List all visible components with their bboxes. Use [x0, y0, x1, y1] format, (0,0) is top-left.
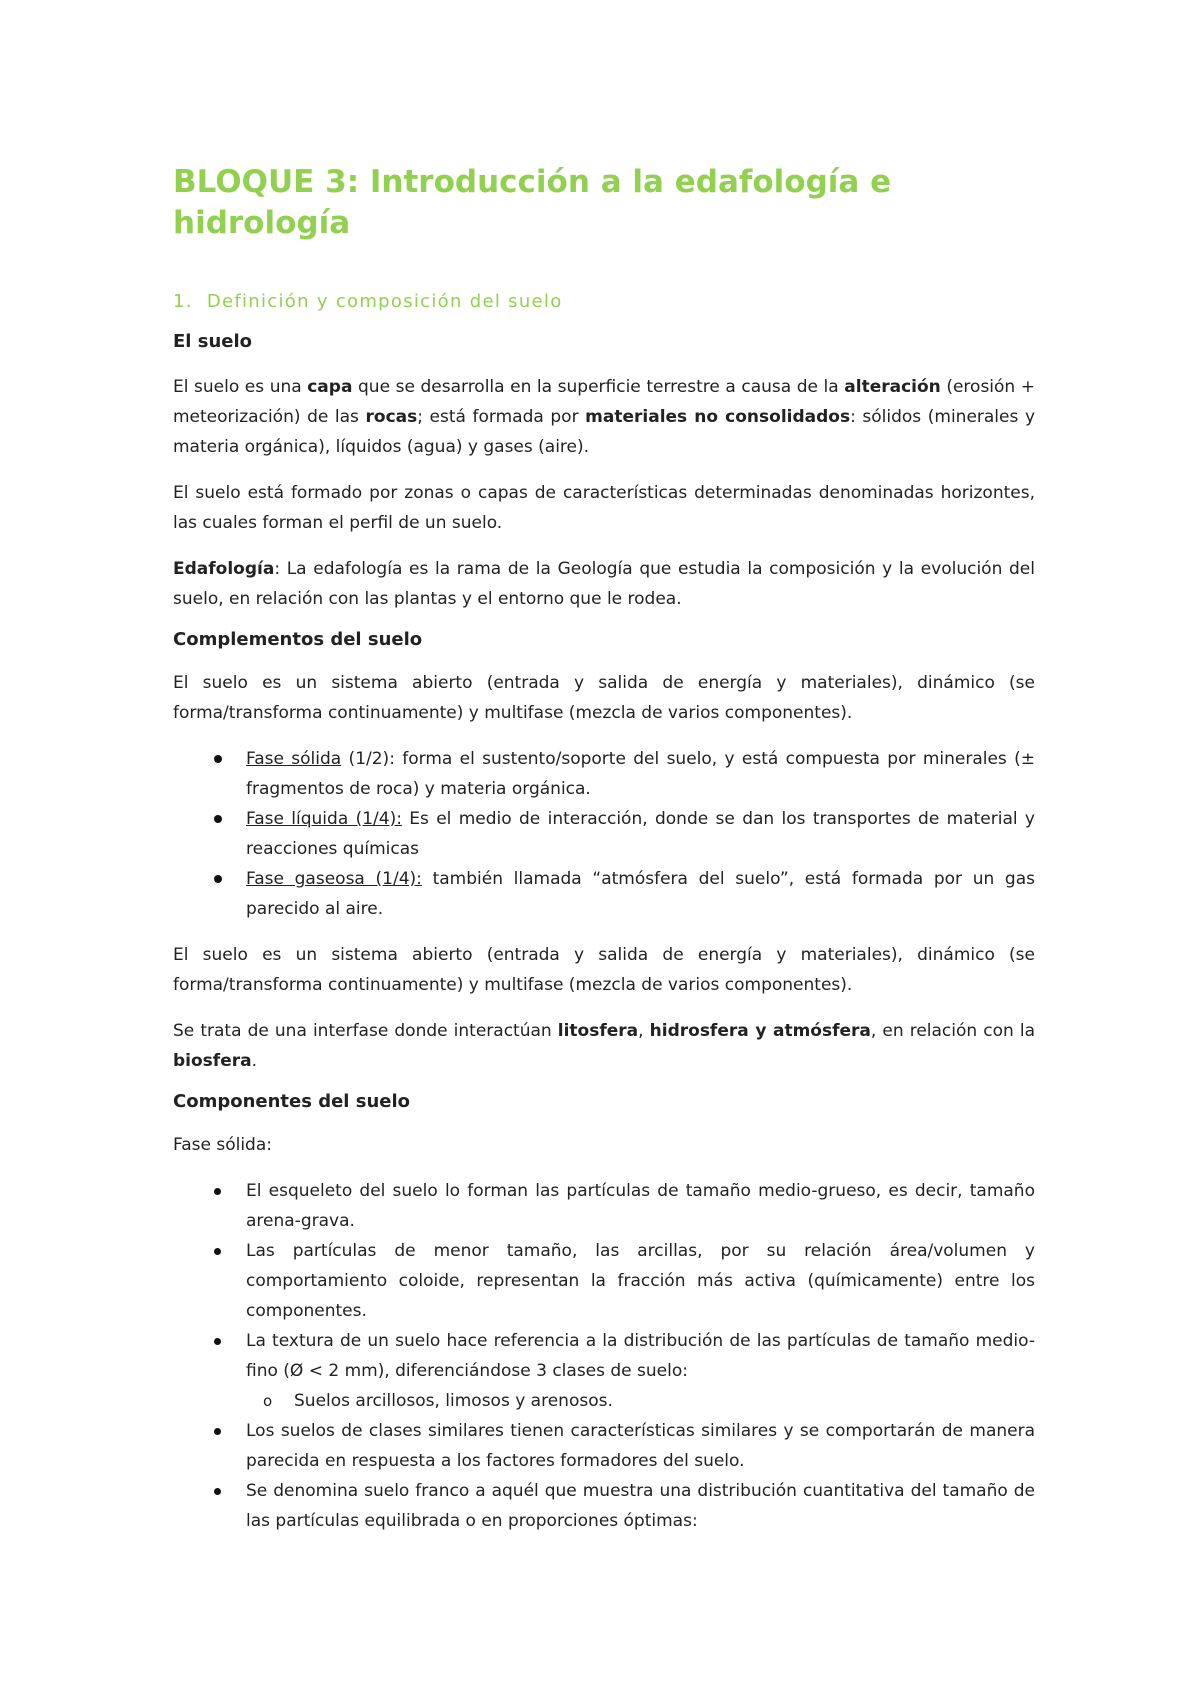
- paragraph-interfase: Se trata de una interfase donde interactúan litosfera, hidrosfera y atmósfera, en relación con la biosfera.: [173, 1021, 1035, 1071]
- componentes-list: [173, 1176, 1035, 1536]
- document-title: BLOQUE 3: Introducción a la edafología e hidrología: [173, 164, 892, 241]
- subheading-el-suelo: El suelo: [173, 331, 253, 352]
- bullet-icon: [214, 1188, 221, 1195]
- subheading-componentes: Componentes del suelo: [173, 1091, 411, 1112]
- list-item: La textura de un suelo hace referencia a la distribución de las partículas de tamaño medio-fino (Ø < 2 mm), diferenciándose 3 clases de suelo: o Suelos arcillosos, limosos y arenosos.: [173, 1326, 1035, 1416]
- document-body: [173, 162, 1035, 1536]
- subheading-complementos: Complementos del suelo: [173, 629, 423, 650]
- list-item: Se denomina suelo franco a aquél que muestra una distribución cuantitativa del tamaño de las partículas equilibrada o en proporciones óptimas:: [173, 1476, 1035, 1536]
- paragraph-edafologia: Edafología: La edafología es la rama de la Geología que estudia la composición y la evolución del suelo, en relación con las plantas y el entorno que le rodea.: [173, 559, 1035, 609]
- list-item: Los suelos de clases similares tienen características similares y se comportarán de manera parecida en respuesta a los factores formadores del suelo.: [173, 1416, 1035, 1476]
- list-item: Fase gaseosa (1/4): también llamada “atmósfera del suelo”, está formada por un gas parecido al aire.: [173, 864, 1035, 924]
- section-heading: [173, 288, 1035, 316]
- textura-sublist: [246, 1386, 1035, 1416]
- bullet-icon: [214, 875, 222, 883]
- bullet-icon: [214, 815, 222, 823]
- paragraph-sistema-abierto-repeat: El suelo es un sistema abierto (entrada y salida de energía y materiales), dinámico (se forma/transforma continuamente) y multifase (mezcla de varios componentes).: [173, 945, 1035, 995]
- section-number: 1.: [173, 291, 193, 312]
- circle-bullet-icon: o: [263, 1392, 273, 1410]
- sublist-item: o Suelos arcillosos, limosos y arenosos.: [246, 1386, 1035, 1416]
- section-title: Definición y composición del suelo: [206, 291, 563, 312]
- paragraph-horizontes: El suelo está formado por zonas o capas de características determinadas denominadas horizontes, las cuales forman el perfil de un suelo.: [173, 483, 1035, 533]
- paragraph-sistema-abierto: El suelo es un sistema abierto (entrada y salida de energía y materiales), dinámico (se forma/transforma continuamente) y multifase (mezcla de varios componentes).: [173, 673, 1035, 723]
- bullet-icon: [214, 755, 222, 763]
- paragraph-suelo-definition: El suelo es una capa que se desarrolla en la superficie terrestre a causa de la alteración (erosión + meteorización) de las rocas; está formada por materiales no consolidados: sólidos (minerales y materia orgánica), líquidos (agua) y gases (aire).: [173, 377, 1036, 457]
- list-item: Las partículas de menor tamaño, las arcillas, por su relación área/volumen y comportamiento coloide, representan la fracción más activa (químicamente) entre los componentes.: [173, 1236, 1035, 1326]
- list-item: Fase sólida (1/2): forma el sustento/soporte del suelo, y está compuesta por minerales (± fragmentos de roca) y materia orgánica.: [173, 744, 1035, 804]
- paragraph-fase-solida: Fase sólida:: [173, 1135, 272, 1155]
- fases-list: [173, 744, 1035, 924]
- list-item: Fase líquida (1/4): Es el medio de interacción, donde se dan los transportes de material y reacciones químicas: [173, 804, 1035, 864]
- bullet-icon: [214, 1428, 221, 1435]
- bullet-icon: [214, 1248, 221, 1255]
- bullet-icon: [214, 1338, 221, 1345]
- list-item: El esqueleto del suelo lo forman las partículas de tamaño medio-grueso, es decir, tamaño arena-grava.: [173, 1176, 1035, 1236]
- bullet-icon: [214, 1488, 221, 1495]
